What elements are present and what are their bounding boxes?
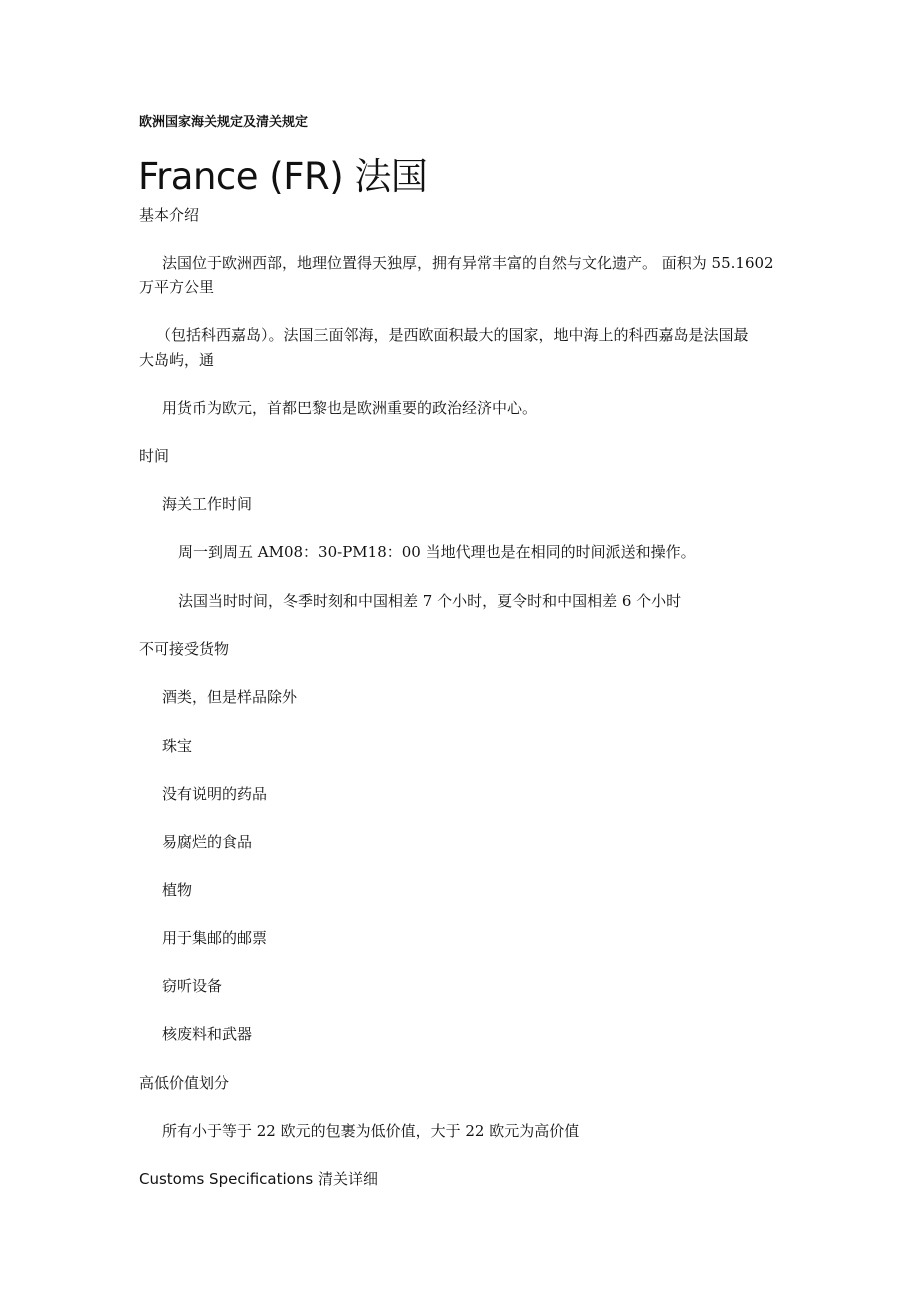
section-heading-time: 时间 bbox=[139, 447, 170, 465]
prohibited-item: 易腐烂的食品 bbox=[162, 833, 253, 851]
section-heading-value-division: 高低价值划分 bbox=[139, 1074, 230, 1092]
timezone-text: 法国当时时间，冬季时刻和中国相差 7 个小时，夏令时和中国相差 6 个小时 bbox=[178, 592, 682, 610]
prohibited-item: 珠宝 bbox=[162, 737, 193, 755]
prohibited-item: 没有说明的药品 bbox=[162, 785, 268, 803]
intro-paragraph-2-line-1: （包括科西嘉岛）。法国三面邻海，是西欧面积最大的国家，地中海上的科西嘉岛是法国最 bbox=[156, 326, 749, 344]
document-title: 欧洲国家海关规定及清关规定 bbox=[139, 115, 309, 130]
value-division-text: 所有小于等于 22 欧元的包裹为低价值，大于 22 欧元为高价值 bbox=[162, 1122, 580, 1140]
intro-paragraph-3: 用货币为欧元，首都巴黎也是欧洲重要的政治经济中心。 bbox=[162, 399, 538, 417]
section-heading-customs-specifications: Customs Specifications 清关详细 bbox=[139, 1170, 378, 1188]
country-heading: France (FR) 法国 bbox=[138, 155, 428, 198]
section-heading-prohibited: 不可接受货物 bbox=[139, 640, 230, 658]
section-heading-basic-intro: 基本介绍 bbox=[139, 206, 200, 224]
prohibited-item: 窃听设备 bbox=[162, 977, 223, 995]
intro-paragraph-1-line-1: 法国位于欧洲西部，地理位置得天独厚，拥有异常丰富的自然与文化遗产。 面积为 55.1602 bbox=[162, 254, 774, 272]
customs-hours-subheading: 海关工作时间 bbox=[162, 495, 253, 513]
intro-paragraph-1-line-2: 万平方公里 bbox=[139, 278, 215, 296]
prohibited-item: 用于集邮的邮票 bbox=[162, 929, 268, 947]
intro-paragraph-2-line-2: 大岛屿，通 bbox=[139, 351, 215, 369]
prohibited-item: 酒类，但是样品除外 bbox=[162, 688, 298, 706]
customs-hours-text: 周一到周五 AM08：30-PM18：00 当地代理也是在相同的时间派送和操作。 bbox=[178, 543, 696, 561]
prohibited-item: 核废料和武器 bbox=[162, 1025, 253, 1043]
prohibited-item: 植物 bbox=[162, 881, 193, 899]
